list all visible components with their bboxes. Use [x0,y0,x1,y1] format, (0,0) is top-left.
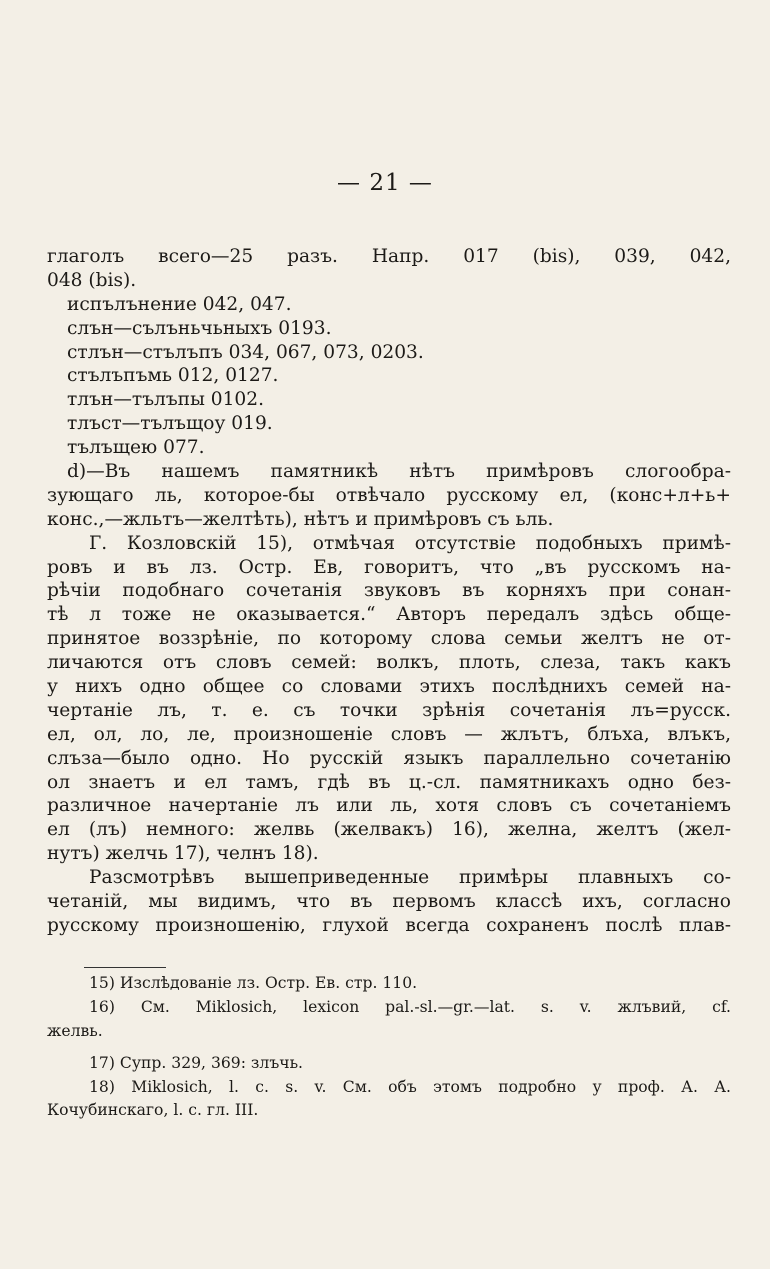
text-line: принятое воззрѣніе, по которому слова семьи желтъ не от- [47,628,731,650]
text-line: испълънение 042, 047. [67,293,292,315]
text-line: четаній, мы видимъ, что въ первомъ классѣ ихъ, согласно [47,891,731,913]
text-line: Г. Козловскій 15), отмѣчая отсутствіе подобныхъ примѣ- [89,532,731,554]
footnote: Кочубинскаго, l. c. гл. III. [47,1101,259,1120]
text-line: стлън—стълъпъ 034, 067, 073, 0203. [67,341,424,363]
footnote-rule [84,967,166,968]
footnote: 16) См. Miklosich, lexicon pal.-sl.—gr.—lat. s. v. жлъвий, cf. [89,997,731,1016]
page-number: — 21 — [337,170,433,196]
text-line: нутъ) желчь 17), челнъ 18). [47,843,319,865]
footnote: 18) Miklosich, l. c. s. v. См. объ этомъ подробно у проф. А. А. [89,1077,731,1096]
footnote: 15) Изслѣдованіе лз. Остр. Ев. стр. 110. [89,974,418,992]
text-line: русскому произношенію, глухой всегда сохраненъ послѣ плав- [47,914,731,936]
body-text [47,245,731,938]
text-line: тлън—тълъпы 0102. [67,389,265,411]
text-line: ровъ и въ лз. Остр. Ев, говоритъ, что „въ русскомъ на- [47,556,731,578]
footnote: 17) Супр. 329, 369: злъчь. [89,1053,304,1072]
footnote: желвь. [47,1021,103,1040]
text-line: тлъст—тълъщоу 019. [67,413,273,435]
text-line: различное начертаніе лъ или ль, хотя словъ съ сочетаніемъ [47,795,731,817]
text-line: тѣ л тоже не оказывается.“ Авторъ передалъ здѣсь обще- [47,604,731,626]
text-line: слъза—было одно. Но русскій языкъ параллельно сочетанію [47,747,731,769]
text-line: ол знаетъ и ел тамъ, гдѣ въ ц.-сл. памятникахъ одно без- [47,771,731,793]
text-line: ел, ол, ло, ле, произношеніе словъ — жлътъ, блъха, влъкъ, [47,723,731,745]
text-line: чертаніе лъ, т. е. съ точки зрѣнія сочетанія лъ=русск. [47,699,731,721]
text-line: стълъпъмь 012, 0127. [67,365,279,387]
text-line: зующаго ль, котороe-бы отвѣчало русскому ел, (конс+л+ь+ [47,484,731,506]
text-line: рѣчіи подобнаго сочетанія звуковъ въ корняхъ при сонан- [47,580,731,602]
text-line: глаголъ всего—25 разъ. Напр. 017 (bis), 039, 042, [47,246,731,267]
text-line: 048 (bis). [47,269,137,291]
text-line: личаются отъ словъ семей: волкъ, плоть, слеза, такъ какъ [47,652,731,674]
text-line: Разсмотрѣвъ вышеприведенные примѣры плавныхъ со- [89,867,731,889]
text-line: конс.,—жльтъ—желтѣть), нѣтъ и примѣровъ съ ьль. [47,508,554,530]
footnotes [47,971,731,1122]
text-line: тълъщею 077. [67,437,205,459]
text-line: у нихъ одно общее со словами этихъ послѣднихъ семей на- [47,676,731,698]
text-line: слън—сълъньчьныхъ 0193. [67,317,332,339]
text-line: d)—Въ нашемъ памятникѣ нѣтъ примѣровъ слогообра- [67,461,731,483]
text-line: ел (лъ) немного: желвь (желвакъ) 16), желна, желтъ (жел- [47,819,731,841]
